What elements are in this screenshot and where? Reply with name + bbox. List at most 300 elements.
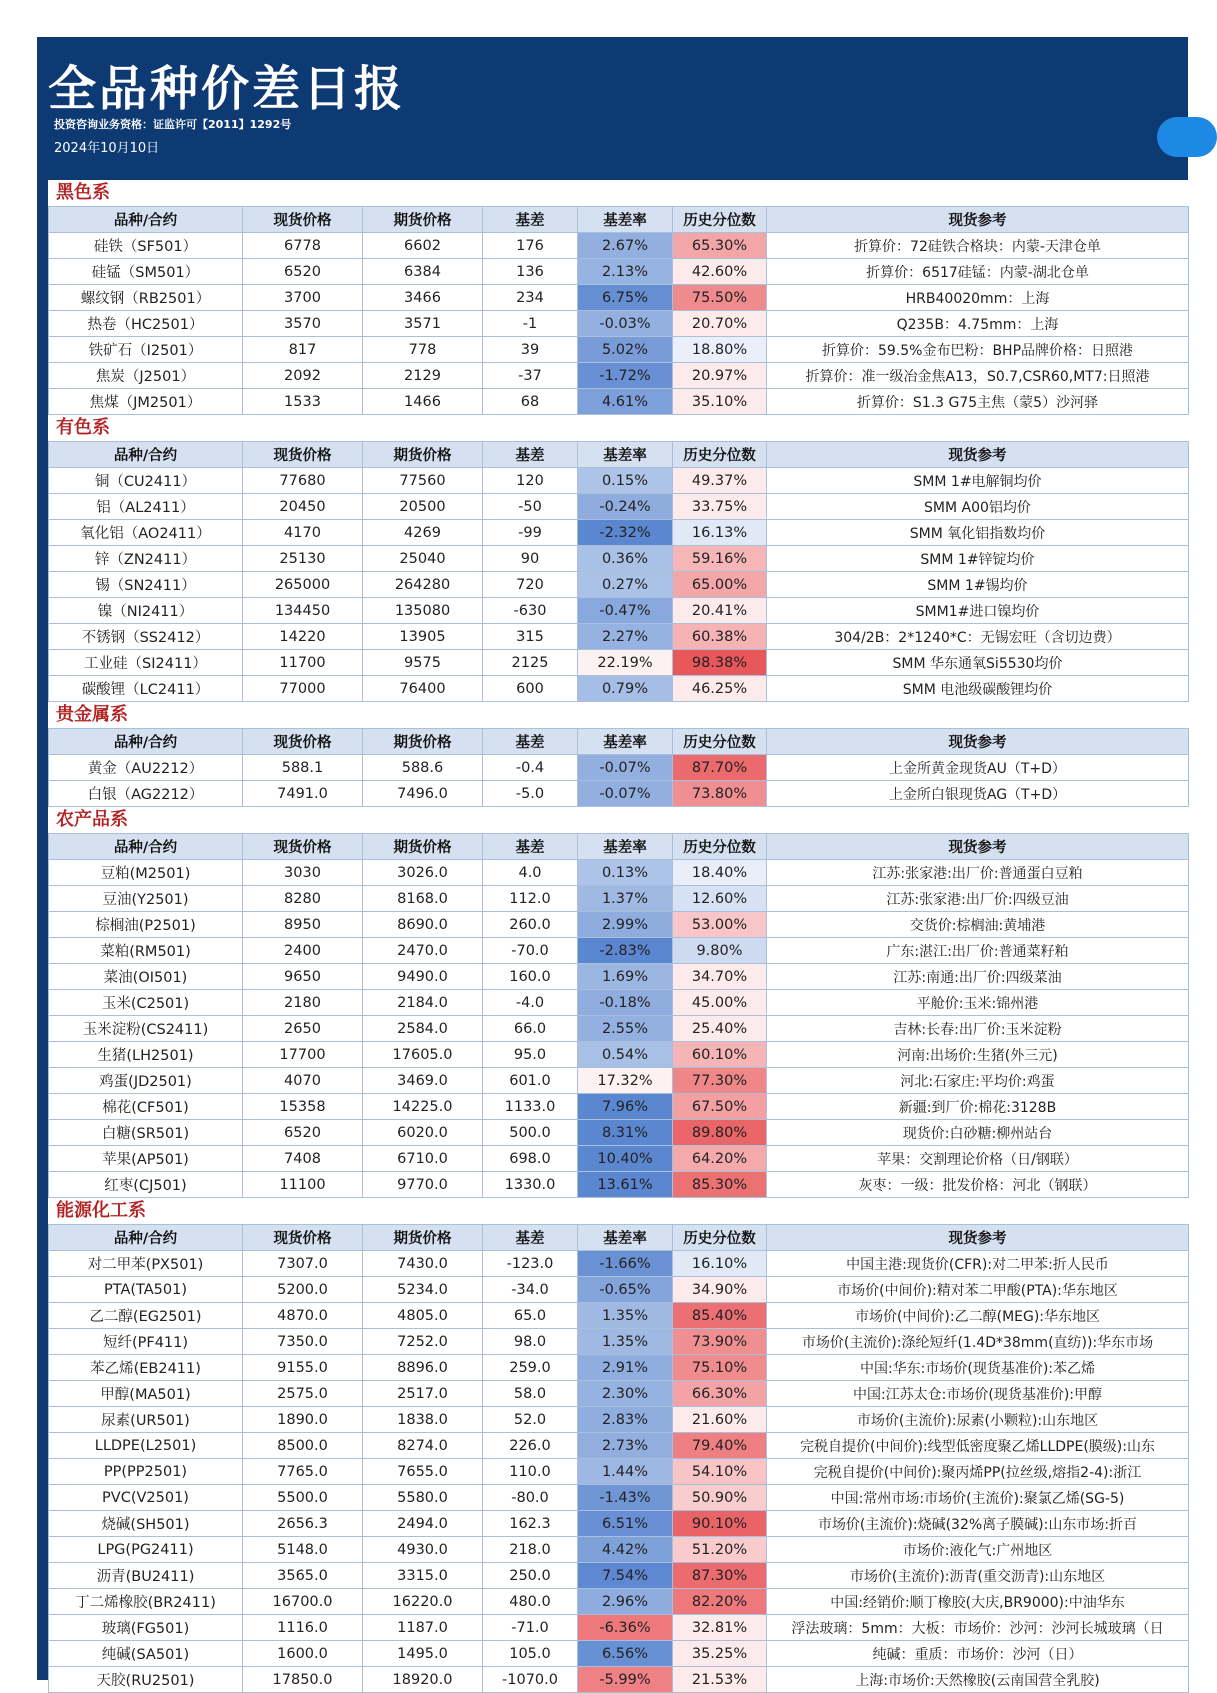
column-header: 期货价格 — [363, 834, 483, 860]
spot-price-cell: 265000 — [243, 572, 363, 598]
column-header: 基差 — [483, 207, 578, 233]
futures-price-cell: 6384 — [363, 259, 483, 285]
basis-rate-cell: 2.30% — [578, 1381, 673, 1407]
column-header: 现货价格 — [243, 207, 363, 233]
basis-rate-cell: 2.83% — [578, 1407, 673, 1433]
basis-cell: 58.0 — [483, 1381, 578, 1407]
product-cell: 氧化铝（AO2411） — [49, 520, 243, 546]
table-row — [49, 363, 1189, 389]
futures-price-cell: 1466 — [363, 389, 483, 415]
futures-price-cell: 4805.0 — [363, 1303, 483, 1329]
basis-rate-cell: 13.61% — [578, 1172, 673, 1198]
spot-price-cell: 15358 — [243, 1094, 363, 1120]
basis-cell: -70.0 — [483, 938, 578, 964]
table-row — [49, 1485, 1189, 1511]
percentile-cell: 87.30% — [673, 1563, 767, 1589]
column-header: 基差率 — [578, 834, 673, 860]
table-row — [49, 285, 1189, 311]
basis-rate-cell: 1.35% — [578, 1303, 673, 1329]
percentile-cell: 75.50% — [673, 285, 767, 311]
column-header: 历史分位数 — [673, 729, 767, 755]
percentile-cell: 34.90% — [673, 1277, 767, 1303]
spot-reference-cell: 市场价(主流价):烧碱(32%离子膜碱):山东市场:折百 — [767, 1511, 1189, 1537]
percentile-cell: 65.00% — [673, 572, 767, 598]
basis-rate-cell: -0.03% — [578, 311, 673, 337]
spot-reference-cell: 中国:常州市场:市场价(主流价):聚氯乙烯(SG-5) — [767, 1485, 1189, 1511]
percentile-cell: 18.40% — [673, 860, 767, 886]
basis-rate-cell: 0.79% — [578, 676, 673, 702]
spot-reference-cell: SMM A00铝均价 — [767, 494, 1189, 520]
table-row — [49, 1068, 1189, 1094]
spot-reference-cell: SMM 1#锌锭均价 — [767, 546, 1189, 572]
product-cell: 棉花(CF501) — [49, 1094, 243, 1120]
column-header: 期货价格 — [363, 729, 483, 755]
price-table — [48, 1224, 1189, 1693]
column-header: 品种/合约 — [49, 729, 243, 755]
percentile-cell: 16.13% — [673, 520, 767, 546]
column-header: 期货价格 — [363, 1225, 483, 1251]
futures-price-cell: 2517.0 — [363, 1381, 483, 1407]
percentile-cell: 73.90% — [673, 1329, 767, 1355]
percentile-cell: 53.00% — [673, 912, 767, 938]
column-header: 品种/合约 — [49, 207, 243, 233]
spot-reference-cell: 上金所黄金现货AU（T+D） — [767, 755, 1189, 781]
report-date: 2024年10月10日 — [54, 141, 160, 156]
percentile-cell: 79.40% — [673, 1433, 767, 1459]
percentile-cell: 66.30% — [673, 1381, 767, 1407]
spot-price-cell: 1116.0 — [243, 1615, 363, 1641]
table-header-row — [49, 207, 1189, 233]
futures-price-cell: 3315.0 — [363, 1563, 483, 1589]
basis-cell: 600 — [483, 676, 578, 702]
basis-cell: 160.0 — [483, 964, 578, 990]
basis-cell: -99 — [483, 520, 578, 546]
section-3 — [48, 807, 1188, 1198]
basis-rate-cell: 0.36% — [578, 546, 673, 572]
spot-reference-cell: 江苏:张家港:出厂价:四级豆油 — [767, 886, 1189, 912]
basis-cell: -123.0 — [483, 1251, 578, 1277]
section-4 — [48, 1198, 1188, 1693]
spot-reference-cell: SMM 氧化铝指数均价 — [767, 520, 1189, 546]
spot-price-cell: 8950 — [243, 912, 363, 938]
spot-reference-cell: 浮法玻璃：5mm：大板：市场价：沙河：沙河长城玻璃（日 — [767, 1615, 1189, 1641]
basis-cell: -1 — [483, 311, 578, 337]
spot-reference-cell: 灰枣：一级：批发价格：河北（钢联） — [767, 1172, 1189, 1198]
basis-cell: -630 — [483, 598, 578, 624]
percentile-cell: 16.10% — [673, 1251, 767, 1277]
table-row — [49, 1303, 1189, 1329]
basis-cell: 480.0 — [483, 1589, 578, 1615]
spot-reference-cell: 河北:石家庄:平均价:鸡蛋 — [767, 1068, 1189, 1094]
spot-reference-cell: 新疆:到厂价:棉花:3128B — [767, 1094, 1189, 1120]
table-row — [49, 1563, 1189, 1589]
spot-price-cell: 1890.0 — [243, 1407, 363, 1433]
spot-price-cell: 3700 — [243, 285, 363, 311]
spot-reference-cell: 中国主港:现货价(CFR):对二甲苯:折人民币 — [767, 1251, 1189, 1277]
spot-reference-cell: 市场价(主流价):沥青(重交沥青):山东地区 — [767, 1563, 1189, 1589]
column-header: 基差 — [483, 729, 578, 755]
basis-rate-cell: 1.35% — [578, 1329, 673, 1355]
table-row — [49, 1355, 1189, 1381]
basis-rate-cell: -1.66% — [578, 1251, 673, 1277]
spot-price-cell: 8280 — [243, 886, 363, 912]
basis-cell: 39 — [483, 337, 578, 363]
column-header: 品种/合约 — [49, 1225, 243, 1251]
table-row — [49, 1146, 1189, 1172]
column-header: 历史分位数 — [673, 1225, 767, 1251]
basis-cell: 136 — [483, 259, 578, 285]
basis-rate-cell: 2.55% — [578, 1016, 673, 1042]
section-0 — [48, 180, 1188, 415]
futures-price-cell: 5580.0 — [363, 1485, 483, 1511]
column-header: 品种/合约 — [49, 442, 243, 468]
percentile-cell: 33.75% — [673, 494, 767, 520]
product-cell: 热卷（HC2501） — [49, 311, 243, 337]
percentile-cell: 87.70% — [673, 755, 767, 781]
basis-rate-cell: -2.83% — [578, 938, 673, 964]
percentile-cell: 85.40% — [673, 1303, 767, 1329]
futures-price-cell: 76400 — [363, 676, 483, 702]
futures-price-cell: 6020.0 — [363, 1120, 483, 1146]
section-title: 能源化工系 — [56, 1200, 146, 1221]
futures-price-cell: 7496.0 — [363, 781, 483, 807]
product-cell: 白糖(SR501) — [49, 1120, 243, 1146]
basis-rate-cell: -0.65% — [578, 1277, 673, 1303]
product-cell: 红枣(CJ501) — [49, 1172, 243, 1198]
column-header: 现货参考 — [767, 1225, 1189, 1251]
basis-rate-cell: 1.44% — [578, 1459, 673, 1485]
table-row — [49, 860, 1189, 886]
basis-rate-cell: 1.69% — [578, 964, 673, 990]
table-row — [49, 337, 1189, 363]
spot-price-cell: 2092 — [243, 363, 363, 389]
percentile-cell: 45.00% — [673, 990, 767, 1016]
spot-reference-cell: Q235B：4.75mm：上海 — [767, 311, 1189, 337]
table-row — [49, 494, 1189, 520]
spot-price-cell: 16700.0 — [243, 1589, 363, 1615]
spot-price-cell: 817 — [243, 337, 363, 363]
futures-price-cell: 6710.0 — [363, 1146, 483, 1172]
spot-reference-cell: 折算价：59.5%金布巴粉：BHP品牌价格：日照港 — [767, 337, 1189, 363]
spot-reference-cell: 现货价:白砂糖:柳州站台 — [767, 1120, 1189, 1146]
product-cell: 烧碱(SH501) — [49, 1511, 243, 1537]
spot-price-cell: 11100 — [243, 1172, 363, 1198]
spot-reference-cell: 市场价:液化气:广州地区 — [767, 1537, 1189, 1563]
futures-price-cell: 9490.0 — [363, 964, 483, 990]
spot-price-cell: 8500.0 — [243, 1433, 363, 1459]
product-cell: PVC(V2501) — [49, 1485, 243, 1511]
futures-price-cell: 13905 — [363, 624, 483, 650]
table-row — [49, 1407, 1189, 1433]
column-header: 品种/合约 — [49, 834, 243, 860]
product-cell: 玉米(C2501) — [49, 990, 243, 1016]
table-row — [49, 1511, 1189, 1537]
percentile-cell: 18.80% — [673, 337, 767, 363]
futures-price-cell: 4930.0 — [363, 1537, 483, 1563]
table-row — [49, 1433, 1189, 1459]
product-cell: 焦煤（JM2501） — [49, 389, 243, 415]
spot-reference-cell: 苹果：交割理论价格（日/钢联） — [767, 1146, 1189, 1172]
basis-rate-cell: 7.96% — [578, 1094, 673, 1120]
basis-rate-cell: 2.73% — [578, 1433, 673, 1459]
column-header: 期货价格 — [363, 207, 483, 233]
futures-price-cell: 7430.0 — [363, 1251, 483, 1277]
spot-reference-cell: 市场价(中间价):精对苯二甲酸(PTA):华东地区 — [767, 1277, 1189, 1303]
percentile-cell: 73.80% — [673, 781, 767, 807]
futures-price-cell: 3466 — [363, 285, 483, 311]
column-header: 历史分位数 — [673, 207, 767, 233]
table-row — [49, 1615, 1189, 1641]
percentile-cell: 32.81% — [673, 1615, 767, 1641]
table-header-row — [49, 1225, 1189, 1251]
basis-rate-cell: -2.32% — [578, 520, 673, 546]
spot-price-cell: 588.1 — [243, 755, 363, 781]
spot-price-cell: 9650 — [243, 964, 363, 990]
product-cell: 尿素(UR501) — [49, 1407, 243, 1433]
percentile-cell: 21.60% — [673, 1407, 767, 1433]
percentile-cell: 77.30% — [673, 1068, 767, 1094]
table-row — [49, 468, 1189, 494]
basis-rate-cell: -5.99% — [578, 1667, 673, 1693]
spot-price-cell: 9155.0 — [243, 1355, 363, 1381]
spot-reference-cell: 折算价：准一级冶金焦A13，S0.7,CSR60,MT7:日照港 — [767, 363, 1189, 389]
spot-reference-cell: HRB40020mm：上海 — [767, 285, 1189, 311]
futures-price-cell: 8274.0 — [363, 1433, 483, 1459]
spot-price-cell: 77000 — [243, 676, 363, 702]
percentile-cell: 98.38% — [673, 650, 767, 676]
spot-reference-cell: 304/2B：2*1240*C：无锡宏旺（含切边费） — [767, 624, 1189, 650]
product-cell: 不锈钢（SS2412） — [49, 624, 243, 650]
column-header: 现货价格 — [243, 1225, 363, 1251]
basis-cell: 112.0 — [483, 886, 578, 912]
basis-cell: 98.0 — [483, 1329, 578, 1355]
section-title: 农产品系 — [56, 809, 128, 830]
percentile-cell: 9.80% — [673, 938, 767, 964]
percentile-cell: 59.16% — [673, 546, 767, 572]
spot-reference-cell: SMM 1#锡均价 — [767, 572, 1189, 598]
basis-rate-cell: 22.19% — [578, 650, 673, 676]
basis-cell: -80.0 — [483, 1485, 578, 1511]
product-cell: 生猪(LH2501) — [49, 1042, 243, 1068]
basis-rate-cell: 2.27% — [578, 624, 673, 650]
product-cell: 硅锰（SM501） — [49, 259, 243, 285]
spot-reference-cell: 市场价(主流价):尿素(小颗粒):山东地区 — [767, 1407, 1189, 1433]
spot-reference-cell: 广东:湛江:出厂价:普通菜籽粕 — [767, 938, 1189, 964]
spot-reference-cell: 江苏:张家港:出厂价:普通蛋白豆粕 — [767, 860, 1189, 886]
report-body — [48, 180, 1188, 1689]
product-cell: 铁矿石（I2501） — [49, 337, 243, 363]
percentile-cell: 35.10% — [673, 389, 767, 415]
basis-rate-cell: -0.07% — [578, 781, 673, 807]
futures-price-cell: 5234.0 — [363, 1277, 483, 1303]
column-header: 基差率 — [578, 442, 673, 468]
spot-price-cell: 7491.0 — [243, 781, 363, 807]
product-cell: 天胶(RU2501) — [49, 1667, 243, 1693]
basis-cell: 65.0 — [483, 1303, 578, 1329]
futures-price-cell: 2584.0 — [363, 1016, 483, 1042]
spot-price-cell: 17850.0 — [243, 1667, 363, 1693]
basis-rate-cell: 17.32% — [578, 1068, 673, 1094]
table-row — [49, 598, 1189, 624]
spot-price-cell: 2180 — [243, 990, 363, 1016]
percentile-cell: 50.90% — [673, 1485, 767, 1511]
basis-rate-cell: 6.56% — [578, 1641, 673, 1667]
basis-cell: -71.0 — [483, 1615, 578, 1641]
license-text: 投资咨询业务资格：证监许可【2011】1292号 — [54, 118, 292, 131]
column-header: 现货参考 — [767, 729, 1189, 755]
table-row — [49, 886, 1189, 912]
price-table — [48, 441, 1189, 702]
basis-rate-cell: 2.67% — [578, 233, 673, 259]
basis-rate-cell: 4.61% — [578, 389, 673, 415]
product-cell: 甲醇(MA501) — [49, 1381, 243, 1407]
basis-cell: 105.0 — [483, 1641, 578, 1667]
table-row — [49, 938, 1189, 964]
basis-rate-cell: 0.15% — [578, 468, 673, 494]
product-cell: 玻璃(FG501) — [49, 1615, 243, 1641]
product-cell: LPG(PG2411) — [49, 1537, 243, 1563]
table-row — [49, 624, 1189, 650]
spot-reference-cell: 上金所白银现货AG（T+D） — [767, 781, 1189, 807]
spot-price-cell: 11700 — [243, 650, 363, 676]
column-header: 历史分位数 — [673, 834, 767, 860]
product-cell: 棕榈油(P2501) — [49, 912, 243, 938]
futures-price-cell: 8690.0 — [363, 912, 483, 938]
column-header: 基差率 — [578, 729, 673, 755]
product-cell: PTA(TA501) — [49, 1277, 243, 1303]
spot-price-cell: 20450 — [243, 494, 363, 520]
percentile-cell: 25.40% — [673, 1016, 767, 1042]
basis-rate-cell: -0.18% — [578, 990, 673, 1016]
basis-cell: 500.0 — [483, 1120, 578, 1146]
futures-price-cell: 3571 — [363, 311, 483, 337]
basis-cell: 601.0 — [483, 1068, 578, 1094]
basis-rate-cell: -0.24% — [578, 494, 673, 520]
spot-price-cell: 134450 — [243, 598, 363, 624]
column-header: 基差率 — [578, 1225, 673, 1251]
futures-price-cell: 9575 — [363, 650, 483, 676]
futures-price-cell: 6602 — [363, 233, 483, 259]
table-row — [49, 964, 1189, 990]
spot-price-cell: 6520 — [243, 1120, 363, 1146]
spot-reference-cell: 折算价：72硅铁合格块：内蒙-天津仓单 — [767, 233, 1189, 259]
spot-reference-cell: SMM 华东通氧Si5530均价 — [767, 650, 1189, 676]
spot-reference-cell: 完税自提价(中间价):线型低密度聚乙烯LLDPE(膜级):山东 — [767, 1433, 1189, 1459]
column-header: 期货价格 — [363, 442, 483, 468]
spot-price-cell: 2650 — [243, 1016, 363, 1042]
futures-price-cell: 1495.0 — [363, 1641, 483, 1667]
spot-price-cell: 7350.0 — [243, 1329, 363, 1355]
basis-cell: 52.0 — [483, 1407, 578, 1433]
product-cell: 锌（ZN2411） — [49, 546, 243, 572]
basis-cell: 226.0 — [483, 1433, 578, 1459]
percentile-cell: 85.30% — [673, 1172, 767, 1198]
spot-price-cell: 25130 — [243, 546, 363, 572]
product-cell: 豆粕(M2501) — [49, 860, 243, 886]
percentile-cell: 82.20% — [673, 1589, 767, 1615]
basis-rate-cell: 6.51% — [578, 1511, 673, 1537]
basis-cell: 90 — [483, 546, 578, 572]
price-table — [48, 728, 1189, 807]
basis-cell: 260.0 — [483, 912, 578, 938]
basis-rate-cell: 0.27% — [578, 572, 673, 598]
column-header: 基差 — [483, 834, 578, 860]
spot-price-cell: 3565.0 — [243, 1563, 363, 1589]
column-header: 基差率 — [578, 207, 673, 233]
product-cell: 铜（CU2411） — [49, 468, 243, 494]
basis-cell: -0.4 — [483, 755, 578, 781]
basis-rate-cell: 0.13% — [578, 860, 673, 886]
spot-price-cell: 77680 — [243, 468, 363, 494]
percentile-cell: 20.97% — [673, 363, 767, 389]
table-row — [49, 1589, 1189, 1615]
percentile-cell: 67.50% — [673, 1094, 767, 1120]
basis-cell: -4.0 — [483, 990, 578, 1016]
product-cell: 硅铁（SF501） — [49, 233, 243, 259]
basis-cell: 1133.0 — [483, 1094, 578, 1120]
product-cell: 镍（NI2411） — [49, 598, 243, 624]
percentile-cell: 75.10% — [673, 1355, 767, 1381]
product-cell: 焦炭（J2501） — [49, 363, 243, 389]
spot-reference-cell: 纯碱：重质：市场价：沙河（日） — [767, 1641, 1189, 1667]
section-title: 黑色系 — [56, 182, 110, 203]
basis-rate-cell: -0.47% — [578, 598, 673, 624]
spot-reference-cell: SMM 电池级碳酸锂均价 — [767, 676, 1189, 702]
basis-rate-cell: 8.31% — [578, 1120, 673, 1146]
table-row — [49, 546, 1189, 572]
futures-price-cell: 3469.0 — [363, 1068, 483, 1094]
futures-price-cell: 2470.0 — [363, 938, 483, 964]
spot-reference-cell: SMM 1#电解铜均价 — [767, 468, 1189, 494]
futures-price-cell: 8896.0 — [363, 1355, 483, 1381]
table-row — [49, 1667, 1189, 1693]
futures-price-cell: 7252.0 — [363, 1329, 483, 1355]
spot-reference-cell: 平舱价:玉米:锦州港 — [767, 990, 1189, 1016]
futures-price-cell: 25040 — [363, 546, 483, 572]
table-row — [49, 311, 1189, 337]
percentile-cell: 60.10% — [673, 1042, 767, 1068]
futures-price-cell: 135080 — [363, 598, 483, 624]
spot-price-cell: 2400 — [243, 938, 363, 964]
section-2 — [48, 702, 1188, 807]
product-cell: 苹果(AP501) — [49, 1146, 243, 1172]
spot-price-cell: 7765.0 — [243, 1459, 363, 1485]
basis-cell: 66.0 — [483, 1016, 578, 1042]
futures-price-cell: 17605.0 — [363, 1042, 483, 1068]
basis-cell: 234 — [483, 285, 578, 311]
product-cell: 菜油(OI501) — [49, 964, 243, 990]
product-cell: 沥青(BU2411) — [49, 1563, 243, 1589]
table-row — [49, 676, 1189, 702]
table-row — [49, 1172, 1189, 1198]
table-row — [49, 990, 1189, 1016]
spot-price-cell: 2575.0 — [243, 1381, 363, 1407]
product-cell: LLDPE(L2501) — [49, 1433, 243, 1459]
price-table — [48, 833, 1189, 1198]
spot-price-cell: 6520 — [243, 259, 363, 285]
basis-cell: 68 — [483, 389, 578, 415]
futures-price-cell: 264280 — [363, 572, 483, 598]
spot-price-cell: 7408 — [243, 1146, 363, 1172]
spot-price-cell: 4070 — [243, 1068, 363, 1094]
percentile-cell: 20.41% — [673, 598, 767, 624]
product-cell: 鸡蛋(JD2501) — [49, 1068, 243, 1094]
product-cell: 苯乙烯(EB2411) — [49, 1355, 243, 1381]
basis-rate-cell: 6.75% — [578, 285, 673, 311]
table-row — [49, 1042, 1189, 1068]
basis-rate-cell: 7.54% — [578, 1563, 673, 1589]
futures-price-cell: 1187.0 — [363, 1615, 483, 1641]
